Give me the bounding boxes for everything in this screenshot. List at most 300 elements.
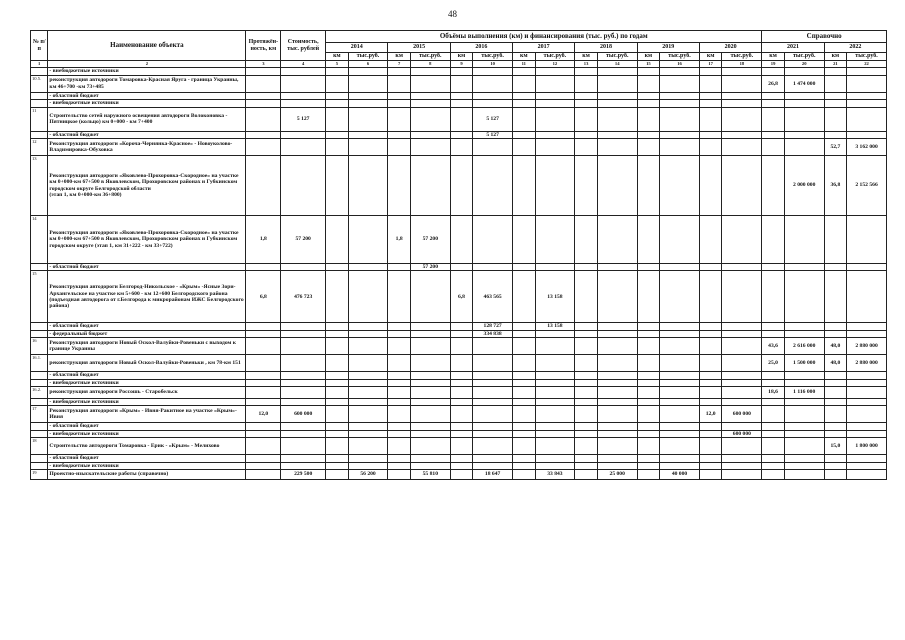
year-rub-cell: 40 000	[660, 470, 700, 480]
year-km-cell	[637, 216, 659, 264]
year-rub-cell	[348, 423, 388, 430]
year-km-cell	[762, 438, 784, 455]
year-km-cell	[513, 379, 535, 386]
year-rub-cell	[660, 75, 700, 92]
year-rub-cell: 57 200	[410, 216, 450, 264]
year-rub-cell	[348, 372, 388, 379]
year-rub-cell	[784, 379, 824, 386]
year-rub-cell	[847, 75, 887, 92]
year-km-cell	[450, 139, 472, 156]
unit-km-header: км	[824, 53, 846, 61]
object-cost	[281, 355, 326, 372]
object-cost	[281, 430, 326, 437]
column-index: 10	[473, 61, 513, 68]
year-rub-cell	[597, 355, 637, 372]
year-rub-cell: 463 565	[473, 271, 513, 323]
year-km-cell	[450, 399, 472, 406]
year-km-cell	[388, 470, 410, 480]
year-km-cell	[824, 470, 846, 480]
year-rub-cell	[348, 75, 388, 92]
year-km-cell	[637, 355, 659, 372]
column-index: 6	[348, 61, 388, 68]
year-km-cell	[637, 75, 659, 92]
year-rub-cell	[847, 271, 887, 323]
object-name: - внебюджетные источники	[48, 399, 246, 406]
year-km-cell	[388, 355, 410, 372]
year-km-cell	[699, 423, 721, 430]
object-name: Реконструкция автодороги «Яковлево-Прохоровка-Скородное» на участке км 0+000-км 67+500 в Яковлевском, Прохоровском районах и Губкинском городском округе (этап 1, км 31+222 - км 33+722)	[48, 216, 246, 264]
year-km-cell	[762, 131, 784, 138]
object-name: - федеральный бюджет	[48, 330, 246, 337]
year-km-cell	[824, 387, 846, 399]
year-km-cell	[575, 271, 597, 323]
row-number: 17	[31, 406, 48, 423]
year-km-cell	[699, 455, 721, 462]
year-rub-cell	[348, 100, 388, 107]
header-cost: Стоимость, тыс. рублей	[281, 31, 326, 61]
object-cost	[281, 156, 326, 216]
table-row	[31, 462, 887, 469]
object-name: - областной бюджет	[48, 92, 246, 99]
year-header: 2020	[699, 43, 761, 53]
year-km-cell	[699, 387, 721, 399]
year-km-cell	[699, 323, 721, 330]
year-km-cell	[326, 372, 348, 379]
year-rub-cell	[784, 462, 824, 469]
year-rub-cell	[348, 139, 388, 156]
year-km-cell	[575, 387, 597, 399]
year-rub-cell	[348, 216, 388, 264]
unit-km-header: км	[513, 53, 535, 61]
year-rub-cell	[722, 379, 762, 386]
year-rub-cell	[597, 156, 637, 216]
year-km-cell	[699, 131, 721, 138]
table-row	[31, 455, 887, 462]
row-number	[31, 264, 48, 271]
year-km-cell	[388, 438, 410, 455]
table-row	[31, 100, 887, 107]
year-km-cell	[699, 372, 721, 379]
year-km-cell	[450, 455, 472, 462]
table-row	[31, 156, 887, 216]
year-rub-cell	[535, 100, 575, 107]
year-rub-cell	[722, 107, 762, 131]
object-cost	[281, 68, 326, 75]
year-rub-cell	[847, 423, 887, 430]
object-length	[246, 462, 281, 469]
object-name: Строительство автодороги Томаровка - Ерик - «Крым» - Мелихово	[48, 438, 246, 455]
year-km-cell	[388, 462, 410, 469]
year-km-cell	[326, 323, 348, 330]
year-rub-cell	[722, 423, 762, 430]
year-km-cell	[575, 107, 597, 131]
year-rub-cell	[410, 355, 450, 372]
column-index: 9	[450, 61, 472, 68]
year-km-cell: 25,0	[762, 355, 784, 372]
year-km-cell	[388, 338, 410, 355]
year-rub-cell	[597, 438, 637, 455]
year-km-cell	[575, 470, 597, 480]
year-rub-cell	[722, 68, 762, 75]
year-rub-cell: 1 800 000	[847, 438, 887, 455]
year-km-cell	[326, 470, 348, 480]
year-km-cell	[762, 107, 784, 131]
year-km-cell	[699, 338, 721, 355]
column-index: 15	[637, 61, 659, 68]
year-km-cell	[388, 455, 410, 462]
row-number: 16.1.	[31, 355, 48, 372]
year-rub-cell	[660, 399, 700, 406]
year-rub-cell	[722, 323, 762, 330]
year-rub-cell	[535, 92, 575, 99]
year-km-cell	[637, 455, 659, 462]
year-km-cell	[388, 75, 410, 92]
year-km-cell	[637, 100, 659, 107]
row-number: 18	[31, 438, 48, 455]
year-rub-cell: 1 474 000	[784, 75, 824, 92]
year-km-cell	[762, 68, 784, 75]
year-rub-cell	[597, 462, 637, 469]
object-name: - внебюджетные источники	[48, 100, 246, 107]
year-rub-cell	[348, 156, 388, 216]
object-length	[246, 379, 281, 386]
year-km-cell	[699, 355, 721, 372]
year-km-cell	[824, 423, 846, 430]
object-cost	[281, 264, 326, 271]
column-index: 21	[824, 61, 846, 68]
year-rub-cell	[473, 387, 513, 399]
year-rub-cell	[473, 156, 513, 216]
year-rub-cell	[597, 455, 637, 462]
year-rub-cell	[410, 430, 450, 437]
table-row	[31, 75, 887, 92]
year-km-cell	[824, 462, 846, 469]
year-km-cell	[326, 455, 348, 462]
year-km-cell	[388, 100, 410, 107]
year-rub-cell: 33 843	[535, 470, 575, 480]
year-rub-cell	[473, 68, 513, 75]
column-index: 13	[575, 61, 597, 68]
year-rub-cell	[722, 216, 762, 264]
year-km-cell	[513, 271, 535, 323]
year-rub-cell	[722, 399, 762, 406]
unit-rub-header: тыс.руб.	[660, 53, 700, 61]
year-rub-cell: 2 616 000	[784, 338, 824, 355]
year-rub-cell	[597, 379, 637, 386]
table-row	[31, 430, 887, 437]
year-rub-cell	[535, 156, 575, 216]
year-rub-cell: 57 200	[410, 264, 450, 271]
object-cost	[281, 423, 326, 430]
table-row	[31, 379, 887, 386]
year-header: 2021	[762, 43, 824, 53]
row-number: 19	[31, 470, 48, 480]
year-rub-cell	[410, 156, 450, 216]
year-km-cell	[824, 216, 846, 264]
row-number: 16	[31, 338, 48, 355]
year-rub-cell	[410, 330, 450, 337]
year-rub-cell	[660, 156, 700, 216]
year-header: 2015	[388, 43, 450, 53]
year-km-cell	[513, 323, 535, 330]
object-cost: 57 200	[281, 216, 326, 264]
row-number	[31, 330, 48, 337]
column-index: 7	[388, 61, 410, 68]
object-cost	[281, 100, 326, 107]
year-rub-cell	[535, 139, 575, 156]
year-rub-cell	[847, 372, 887, 379]
year-rub-cell: 56 200	[348, 470, 388, 480]
column-index: 12	[535, 61, 575, 68]
year-rub-cell	[535, 330, 575, 337]
year-rub-cell	[722, 470, 762, 480]
table-row	[31, 92, 887, 99]
object-length	[246, 338, 281, 355]
year-rub-cell	[410, 406, 450, 423]
year-rub-cell	[784, 107, 824, 131]
year-km-cell	[762, 156, 784, 216]
year-rub-cell	[847, 107, 887, 131]
year-km-cell	[388, 387, 410, 399]
year-km-cell	[326, 430, 348, 437]
year-rub-cell	[597, 423, 637, 430]
year-rub-cell	[597, 372, 637, 379]
year-km-cell	[637, 372, 659, 379]
year-rub-cell	[722, 131, 762, 138]
year-km-cell	[388, 68, 410, 75]
year-rub-cell	[660, 372, 700, 379]
year-km-cell	[326, 438, 348, 455]
year-rub-cell	[660, 107, 700, 131]
column-index: 11	[513, 61, 535, 68]
object-length	[246, 156, 281, 216]
year-rub-cell	[348, 323, 388, 330]
year-rub-cell: 5 127	[473, 131, 513, 138]
year-km-cell	[326, 406, 348, 423]
year-rub-cell	[722, 75, 762, 92]
page-number: 48	[448, 9, 457, 19]
year-km-cell	[762, 264, 784, 271]
year-km-cell	[513, 264, 535, 271]
object-name: Реконструкция автодороги «Короча-Чернянка-Красное» - Новоуколово-Владимировка-Обуховка	[48, 139, 246, 156]
year-km-cell	[762, 139, 784, 156]
unit-km-header: км	[762, 53, 784, 61]
unit-km-header: км	[326, 53, 348, 61]
table-row	[31, 264, 887, 271]
row-number: 11	[31, 107, 48, 131]
year-km-cell	[450, 406, 472, 423]
year-header: 2019	[637, 43, 699, 53]
year-rub-cell	[473, 430, 513, 437]
year-rub-cell	[597, 139, 637, 156]
row-number: 13	[31, 156, 48, 216]
year-rub-cell	[784, 100, 824, 107]
table-row	[31, 330, 887, 337]
year-km-cell	[388, 107, 410, 131]
year-km-cell	[824, 100, 846, 107]
year-km-cell	[762, 470, 784, 480]
year-km-cell	[824, 430, 846, 437]
row-number: 15	[31, 271, 48, 323]
year-rub-cell	[535, 372, 575, 379]
year-rub-cell	[660, 100, 700, 107]
year-km-cell	[699, 399, 721, 406]
object-length: 12,0	[246, 406, 281, 423]
year-rub-cell	[348, 379, 388, 386]
year-km-cell	[824, 271, 846, 323]
year-rub-cell	[847, 92, 887, 99]
object-name: Реконструкция автодороги Белгород-Никольское - «Крым» -Ясные Зори-Архангельское на участке км 5+600 - км 12+600 Белгородского района (подъездная автодорога от г.Белгорода к микрорайонам ИЖС Белгородского района)	[48, 271, 246, 323]
year-rub-cell: 2 000 000	[784, 156, 824, 216]
year-rub-cell	[410, 68, 450, 75]
year-rub-cell	[535, 107, 575, 131]
column-index: 20	[784, 61, 824, 68]
header-volumes: Объёмы выполнения (км) и финансирования (тыс. руб.) по годам	[326, 31, 762, 43]
year-km-cell	[575, 430, 597, 437]
year-rub-cell	[410, 131, 450, 138]
year-rub-cell	[597, 323, 637, 330]
year-km-cell	[513, 372, 535, 379]
unit-km-header: км	[450, 53, 472, 61]
year-km-cell	[575, 139, 597, 156]
table-row	[31, 107, 887, 131]
object-length	[246, 139, 281, 156]
year-km-cell	[513, 406, 535, 423]
year-km-cell	[575, 216, 597, 264]
year-rub-cell	[348, 330, 388, 337]
year-rub-cell	[473, 264, 513, 271]
table-row	[31, 399, 887, 406]
year-km-cell	[699, 156, 721, 216]
year-rub-cell	[348, 399, 388, 406]
year-km-cell	[637, 264, 659, 271]
year-rub-cell: 128 727	[473, 323, 513, 330]
year-rub-cell	[847, 387, 887, 399]
unit-km-header: км	[699, 53, 721, 61]
year-rub-cell	[847, 131, 887, 138]
year-km-cell	[326, 399, 348, 406]
year-km-cell	[388, 131, 410, 138]
year-km-cell	[513, 470, 535, 480]
year-rub-cell	[660, 387, 700, 399]
year-km-cell	[388, 323, 410, 330]
year-km-cell	[388, 423, 410, 430]
year-km-cell	[450, 216, 472, 264]
year-rub-cell	[784, 271, 824, 323]
year-km-cell	[699, 100, 721, 107]
column-index: 1	[31, 61, 48, 68]
year-km-cell	[513, 107, 535, 131]
year-rub-cell: 2 880 000	[847, 355, 887, 372]
row-number: 14	[31, 216, 48, 264]
year-km-cell	[513, 455, 535, 462]
year-km-cell	[450, 387, 472, 399]
year-km-cell	[388, 372, 410, 379]
year-km-cell	[388, 139, 410, 156]
table-row	[31, 387, 887, 399]
year-rub-cell	[660, 92, 700, 99]
year-rub-cell	[473, 75, 513, 92]
object-cost	[281, 399, 326, 406]
year-rub-cell	[847, 379, 887, 386]
year-km-cell	[824, 399, 846, 406]
year-km-cell: 6,8	[450, 271, 472, 323]
year-km-cell	[326, 100, 348, 107]
object-length	[246, 330, 281, 337]
year-rub-cell	[535, 338, 575, 355]
table-row	[31, 423, 887, 430]
year-rub-cell	[348, 387, 388, 399]
year-rub-cell	[597, 216, 637, 264]
year-km-cell	[824, 406, 846, 423]
year-rub-cell	[784, 68, 824, 75]
year-rub-cell	[660, 430, 700, 437]
row-number	[31, 399, 48, 406]
year-km-cell	[513, 330, 535, 337]
year-rub-cell	[784, 470, 824, 480]
year-rub-cell	[660, 455, 700, 462]
year-rub-cell	[784, 455, 824, 462]
year-km-cell	[513, 387, 535, 399]
year-km-cell	[762, 423, 784, 430]
year-rub-cell	[660, 355, 700, 372]
year-km-cell: 48,0	[824, 355, 846, 372]
year-km-cell	[513, 438, 535, 455]
year-km-cell	[326, 264, 348, 271]
year-km-cell	[824, 372, 846, 379]
year-km-cell	[326, 75, 348, 92]
table-row	[31, 139, 887, 156]
year-rub-cell	[473, 406, 513, 423]
object-name: Реконструкция автодороги «Яковлево-Прохоровка-Скородное» на участке км 0+000-км 67+500 в Яковлевском, Прохоровском районах и Губкинском городском округе Белгородской области (этап 1, км 0+000-км 36+800)	[48, 156, 246, 216]
year-rub-cell: 2 152 566	[847, 156, 887, 216]
year-km-cell	[824, 107, 846, 131]
year-rub-cell	[660, 68, 700, 75]
year-km-cell	[637, 430, 659, 437]
year-rub-cell	[348, 462, 388, 469]
year-rub-cell	[597, 68, 637, 75]
year-km-cell	[575, 338, 597, 355]
year-rub-cell	[722, 338, 762, 355]
year-rub-cell: 600 000	[722, 406, 762, 423]
object-cost	[281, 438, 326, 455]
object-name: Реконструкция автодороги Новый Оскол-Валуйки-Ровеньки с выходом к границе Украины	[48, 338, 246, 355]
year-km-cell	[575, 68, 597, 75]
year-rub-cell	[410, 100, 450, 107]
year-km-cell	[762, 330, 784, 337]
year-rub-cell: 5 127	[473, 107, 513, 131]
object-name: Реконструкция автодороги «Крым» - Ивня-Ракитное на участке «Крым»-Ивня	[48, 406, 246, 423]
year-rub-cell	[410, 139, 450, 156]
object-name: - внебюджетные источники	[48, 462, 246, 469]
year-rub-cell	[660, 271, 700, 323]
year-rub-cell: 55 810	[410, 470, 450, 480]
year-rub-cell	[660, 423, 700, 430]
year-km-cell	[575, 264, 597, 271]
year-rub-cell	[535, 430, 575, 437]
row-number	[31, 100, 48, 107]
year-rub-cell	[722, 156, 762, 216]
roads-financing-table	[30, 30, 887, 480]
column-index: 8	[410, 61, 450, 68]
row-number	[31, 92, 48, 99]
year-header: 2014	[326, 43, 388, 53]
year-km-cell	[637, 131, 659, 138]
year-km-cell	[637, 323, 659, 330]
column-index: 5	[326, 61, 348, 68]
year-km-cell	[824, 323, 846, 330]
year-rub-cell	[410, 387, 450, 399]
